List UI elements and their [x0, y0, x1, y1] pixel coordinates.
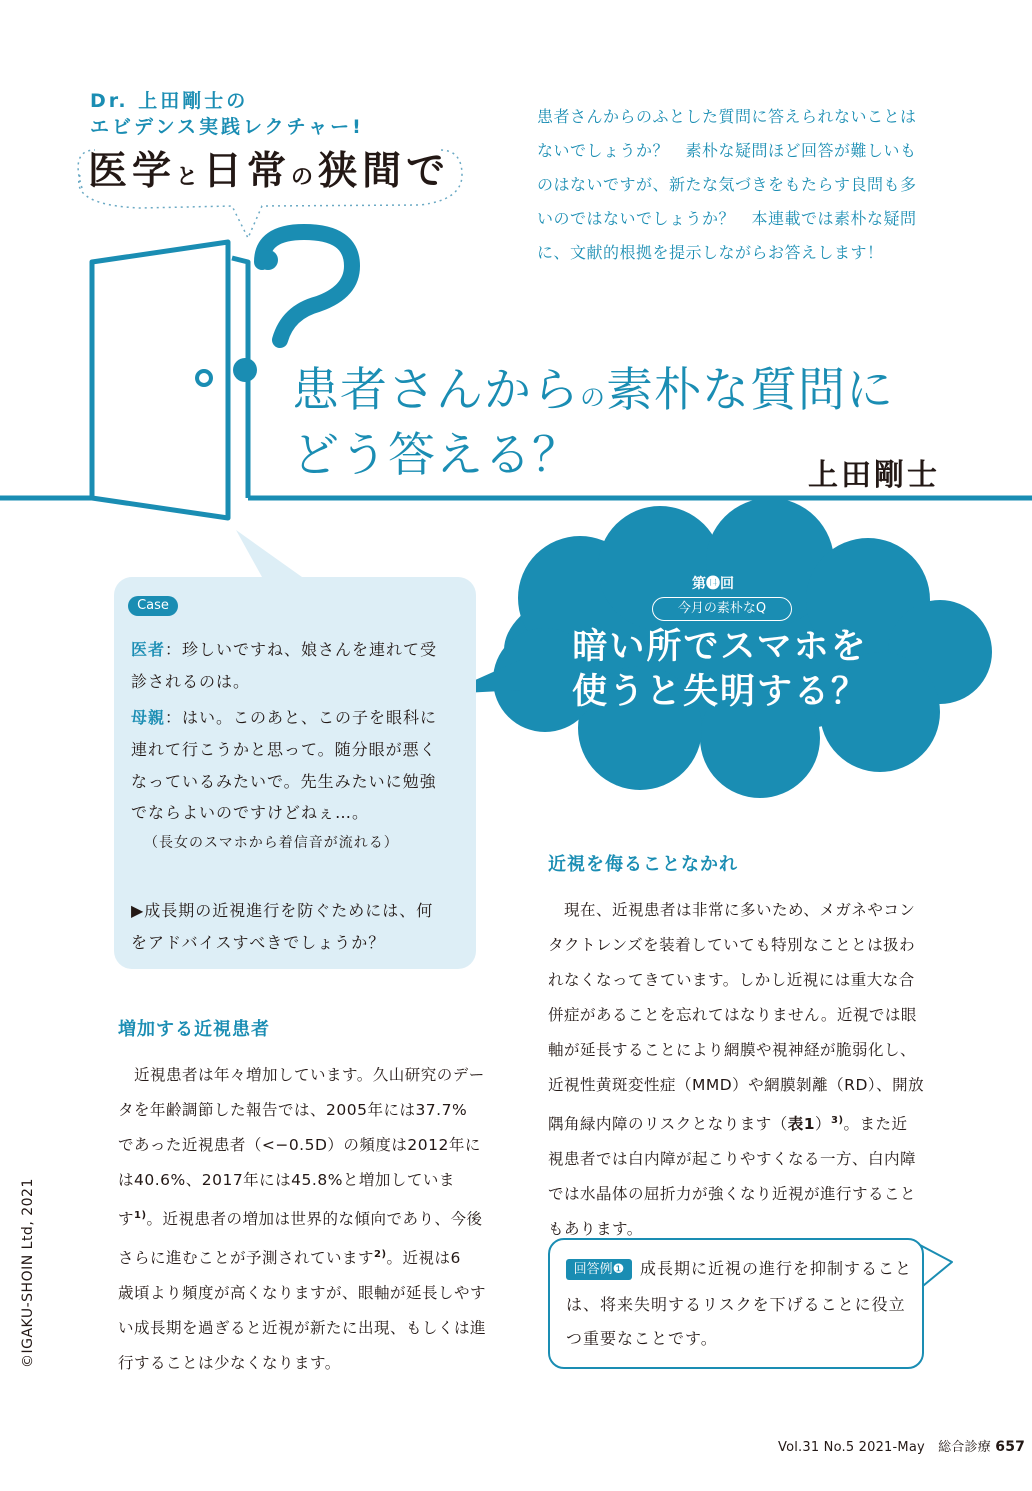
citation-ref: 3): [831, 1115, 844, 1126]
citation-ref: 1): [134, 1210, 147, 1221]
copyright-notice: ©IGAKU-SHOIN Ltd, 2021: [20, 1178, 36, 1368]
series-title-part: の: [291, 164, 319, 190]
section-heading-myopia-risk: 近視を侮ることなかれ: [548, 854, 738, 875]
case-dialogue-line: 連れて行こうかと思って。随分眼が悪く: [131, 740, 437, 759]
case-note: （長女のスマホから着信音が流れる）: [144, 835, 399, 851]
paragraph-line: であった近視患者（<−0.5D）の頻度は2012年に: [118, 1136, 481, 1154]
paragraph-line: [118, 1198, 498, 1237]
paragraph-line: 軸が延長することにより網膜や視神経が脆弱化し、: [548, 1041, 917, 1059]
paragraph-line: 近視性黄斑変性症（MMD）や網膜剝離（RD）、開放: [548, 1076, 925, 1094]
question-badge: 今月の素朴なQ: [652, 597, 792, 621]
article-title-line2: どう答える？: [292, 428, 580, 483]
table-ref: 表1: [787, 1115, 815, 1134]
paragraph-text: す: [118, 1210, 135, 1229]
paragraph-line: では水晶体の屈折力が強くなり近視が進行すること: [548, 1185, 917, 1204]
case-question-line: ▶成長期の近視進行を防ぐためには、何: [131, 901, 434, 920]
case-question-line: をアドバイスすべきでしょうか？: [131, 933, 386, 952]
case-label: Case: [128, 596, 178, 616]
paragraph-text: ）: [815, 1115, 832, 1134]
issue-info: Vol.31 No.5 2021-May 総合診療: [778, 1440, 991, 1455]
dialogue-text: ：はい。このあと、この子を眼科に: [165, 708, 438, 727]
section-heading-increase: 増加する近視患者: [118, 1019, 270, 1040]
series-title-part: 医学: [88, 148, 177, 194]
paragraph-line: 現在、近視患者は非常に多いため、メガネやコン: [548, 901, 916, 919]
series-title-part: 狭間で: [318, 148, 451, 194]
dialogue-text: ：珍しいですね、娘さんを連れて受: [165, 640, 438, 659]
episode-number: 第⓮回: [692, 576, 734, 592]
paragraph-line: タを年齢調節した報告では、2005年には37.7%: [118, 1101, 468, 1119]
case-parent-line: [131, 705, 437, 728]
case-dialogue-line: 診されるのは。: [131, 672, 251, 691]
paragraph-text: 。近視患者の増加は世界的な傾向であり、今後: [146, 1210, 483, 1229]
title-text: 素朴な質問に: [606, 363, 895, 418]
answer-label: 回答例❶: [566, 1259, 632, 1280]
paragraph-line: れなくなってきています。しかし近視には重大な合: [548, 971, 915, 989]
paragraph-line: は40.6%、2017年には45.8%と増加していま: [118, 1171, 455, 1189]
paragraph-line: い成長期を過ぎると近視が新たに出現、もしくは進: [118, 1319, 487, 1338]
answer-line: 成長期に近視の進行を抑制すること: [640, 1259, 913, 1278]
section-paragraph-myopia-risk: [548, 893, 928, 1247]
paragraph-line: 歳頃より頻度が高くなりますが、眼軸が延長しやす: [118, 1284, 487, 1303]
series-subtitle-line1: Dr. 上田剛士の: [90, 90, 249, 112]
title-text: 患者さんから: [292, 363, 580, 418]
paragraph-line: 併症があることを忘れてはなりません。近視では眼: [548, 1006, 917, 1024]
paragraph-line: タクトレンズを装着していても特別なこととは扱わ: [548, 936, 916, 954]
paragraph-line: [118, 1237, 498, 1276]
article-title-line1: [292, 362, 952, 427]
answer-line: つ重要なことです。: [566, 1329, 718, 1348]
door-illustration: [92, 242, 257, 518]
citation-ref: 2): [374, 1249, 387, 1261]
paragraph-text: さらに進むことが予測されています: [118, 1249, 375, 1268]
intro-line: に、文献的根拠を提示しながらお答えします！: [537, 243, 884, 262]
paragraph-line: 近視患者は年々増加しています。久山研究のデー: [118, 1066, 485, 1084]
answer-line: は、将来失明するリスクを下げることに役立: [566, 1295, 906, 1314]
paragraph-line: 視患者では白内障が起こりやすくなる一方、白内障: [548, 1150, 917, 1169]
author-name: 上田剛士: [808, 458, 940, 493]
speaker-parent: 母親: [131, 708, 166, 727]
series-title-part: と: [176, 164, 204, 190]
intro-line: 患者さんからのふとした質問に答えられないことは: [537, 107, 917, 126]
question-title-line: 暗い所でスマホを: [572, 627, 868, 667]
series-title-part: 日常: [203, 148, 292, 194]
intro-line: ないでしょうか？ 素朴な疑問ほど回答が難しいも: [537, 141, 917, 160]
case-bubble-tail: [236, 530, 302, 577]
intro-line: いのではないでしょうか？ 本連載では素朴な疑問: [537, 209, 917, 228]
series-subtitle-line2: エビデンス実践レクチャー!: [90, 116, 364, 138]
section-paragraph-increase: [118, 1058, 498, 1381]
paragraph-text: 隅角緑内障のリスクとなります（: [548, 1115, 788, 1134]
intro-text: [537, 100, 949, 270]
case-dialogue-line: でならよいのですけどねぇ…。: [131, 803, 370, 822]
question-title: [520, 625, 920, 715]
case-dialogue-line: なっているみたいで。先生みたいに勉強: [131, 772, 437, 791]
intro-line: のはないですが、新たな気づきをもたらす良問も多: [537, 175, 917, 194]
question-title-line: 使うと失明する？: [571, 672, 868, 712]
case-doctor-line: [131, 637, 437, 660]
paragraph-line: 行することは少なくなります。: [118, 1354, 341, 1373]
paragraph-text: 。近視は6: [386, 1249, 461, 1268]
page-number: 657: [995, 1439, 1026, 1455]
series-title: [88, 140, 450, 196]
paragraph-line: [548, 1103, 928, 1142]
paragraph-text: 。また近: [843, 1115, 908, 1134]
page-footer: [778, 1436, 1025, 1455]
speaker-doctor: 医者: [131, 640, 166, 659]
question-mark-icon: [258, 232, 352, 340]
paragraph-line: もあります。: [548, 1220, 643, 1239]
title-text: の: [580, 383, 607, 412]
